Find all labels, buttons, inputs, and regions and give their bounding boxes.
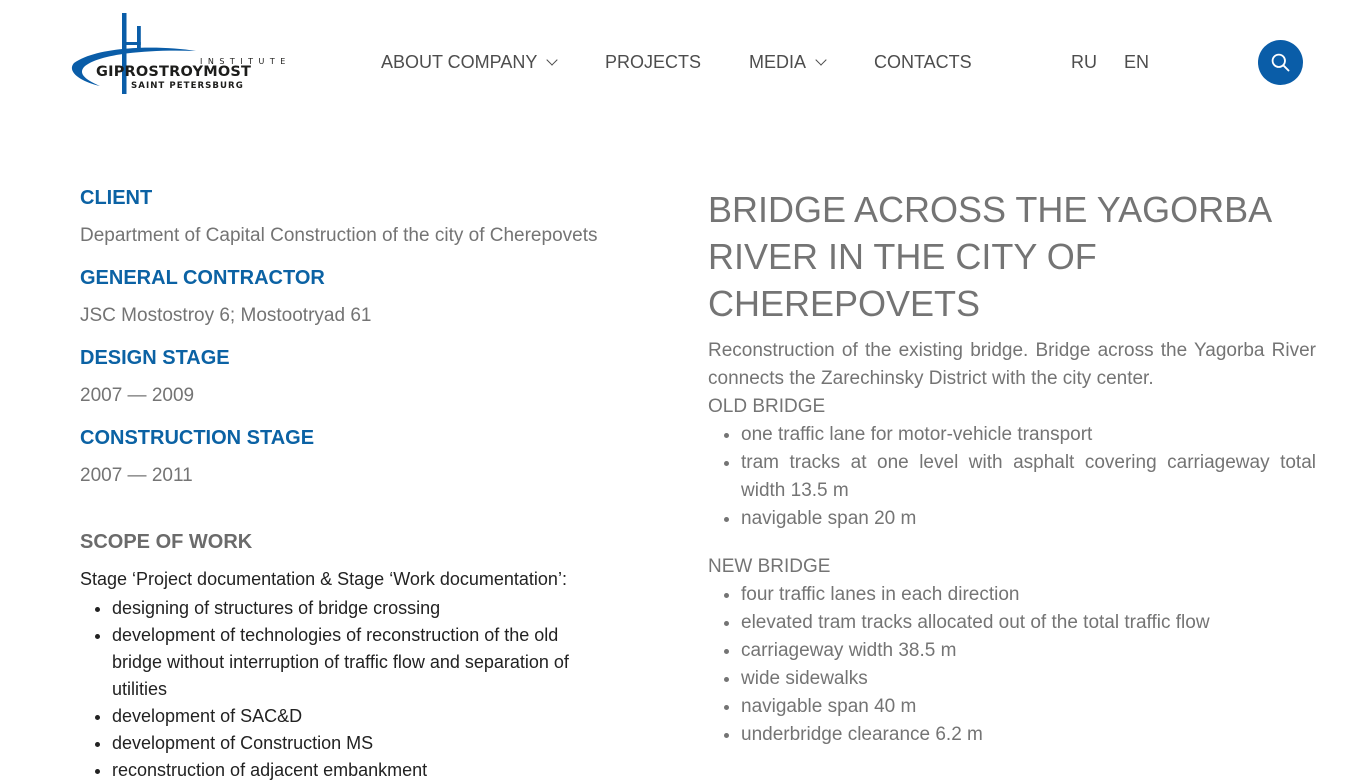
nav-media-label: MEDIA (749, 52, 807, 72)
list-item: • wide sidewalks (741, 665, 1316, 693)
construction-stage-value: 2007 — 2011 (80, 465, 193, 486)
nav-projects-label: PROJECTS (605, 52, 702, 72)
project-details (708, 186, 1316, 749)
logo-line-city: SAINT PETERSBURG (131, 81, 244, 91)
scope-list (80, 595, 612, 784)
logo-line-name: GIPROSTROYMOST (96, 64, 252, 80)
new-bridge-list (708, 581, 1316, 749)
lang-en[interactable]: EN (1124, 52, 1150, 72)
nav-about-company-label: ABOUT COMPANY (381, 52, 538, 72)
search-icon (1271, 53, 1290, 72)
contractor-label: GENERAL CONTRACTOR (80, 267, 325, 289)
project-description: Reconstruction of the existing bridge. Bridge across the Yagorba River connects the Zarechinsky District with the city center. (708, 340, 1316, 389)
list-item: • one traffic lane for motor-vehicle transport (741, 421, 1316, 449)
old-bridge-list (708, 421, 1316, 533)
lang-ru[interactable]: RU (1071, 52, 1097, 72)
list-item: • carriageway width 38.5 m (741, 637, 1316, 665)
construction-stage-label: CONSTRUCTION STAGE (80, 427, 315, 449)
list-item: • navigable span 40 m (741, 693, 1316, 721)
scope-intro: Stage ‘Project documentation & Stage ‘Work documentation’: (80, 569, 567, 589)
scope-title: SCOPE OF WORK (80, 531, 253, 553)
old-bridge-title: OLD BRIDGE (708, 396, 826, 417)
design-stage-value: 2007 — 2009 (80, 385, 195, 406)
chevron-down-icon (547, 54, 558, 65)
project-info (80, 186, 620, 488)
nav-about-company[interactable] (381, 52, 556, 73)
nav-contacts-label: CONTACTS (874, 52, 972, 72)
logo-line-institute: INSTITUTE (200, 57, 291, 66)
search-button[interactable] (1258, 40, 1303, 85)
site-header (0, 0, 1366, 125)
list-item: • designing of structures of bridge crossing (112, 595, 612, 622)
nav-contacts[interactable] (874, 52, 972, 73)
list-item: • tram tracks at one level with asphalt covering carriageway total width 13.5 m (741, 449, 1316, 505)
list-item: • reconstruction of adjacent embankment (112, 757, 612, 784)
list-item: • navigable span 20 m (741, 505, 1316, 533)
client-label: CLIENT (80, 187, 153, 209)
client-value: Department of Capital Construction of the city of Cherepovets (80, 225, 598, 246)
company-logo[interactable] (68, 12, 291, 96)
nav-media[interactable] (749, 52, 825, 73)
list-item: • development of technologies of reconstruction of the old bridge without interruption of traffic flow and separation of utilities (112, 622, 612, 703)
new-bridge-title: NEW BRIDGE (708, 556, 831, 577)
nav-projects[interactable] (605, 52, 701, 73)
chevron-down-icon (815, 54, 826, 65)
list-item: • development of SAC&D (112, 703, 612, 730)
contractor-value: JSC Mostostroy 6; Mostootryad 61 (80, 305, 372, 326)
list-item: • development of Construction MS (112, 730, 612, 757)
list-item: • four traffic lanes in each direction (741, 581, 1316, 609)
list-item: • elevated tram tracks allocated out of the total traffic flow (741, 609, 1316, 637)
list-item: • underbridge clearance 6.2 m (741, 721, 1316, 749)
page-title: BRIDGE ACROSS THE YAGORBA RIVER IN THE CITY OF CHEREPOVETS (708, 189, 1271, 324)
design-stage-label: DESIGN STAGE (80, 347, 230, 369)
